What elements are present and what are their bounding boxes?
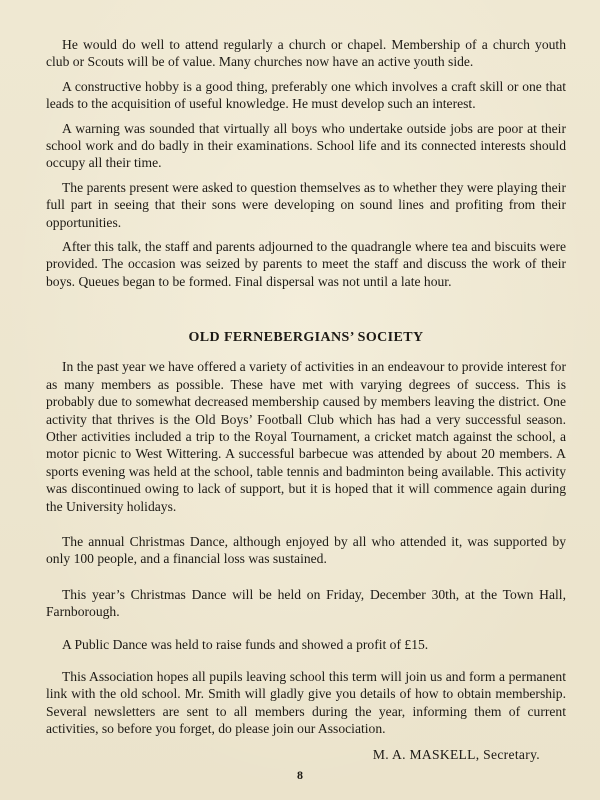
signature: M. A. MASKELL, Secretary. <box>372 746 540 762</box>
paragraph-hobby: A constructive hobby is a good thing, preferably one which involves a craft skill or one that leads to the acquisition of useful knowledge. He must develop such an interest. <box>46 78 566 112</box>
page-content <box>46 36 566 763</box>
page-number: 8 <box>297 768 303 782</box>
paragraph-church: He would do well to attend regularly a church or chapel. Membership of a church youth club or Scouts will be of value. Many churches now have an active youth side. <box>46 37 566 70</box>
paragraph-warning: A warning was sounded that virtually all boys who undertake outside jobs are poor at their school work and do badly in their examinations. School life and its connected interests should occupy all their time. <box>46 120 566 171</box>
paragraph-christmas-dance: The annual Christmas Dance, although enjoyed by all who attended it, was supported by only 100 people, and a financial loss was sustained. <box>46 533 566 567</box>
paragraph-next-dance: This year’s Christmas Dance will be held on Friday, December 30th, at the Town Hall, Farnborough. <box>46 586 566 620</box>
section-heading: OLD FERNEBERGIANS’ SOCIETY <box>188 330 424 346</box>
paragraph-after-talk: After this talk, the staff and parents adjourned to the quadrangle where tea and biscuits were provided. The occasion was seized by parents to meet the staff and discuss the work of their boys. Queues began to be formed. Final dispersal was not until a late hour. <box>46 239 566 289</box>
paragraph-parents: The parents present were asked to question themselves as to whether they were playing their full part in seeing that their sons were developing on sound lines and profiting from their opportunities. <box>46 179 566 230</box>
paragraph-public-dance: A Public Dance was held to raise funds and showed a profit of £15. <box>62 636 429 652</box>
paragraph-association: This Association hopes all pupils leaving school this term will join us and form a permanent link with the old school. Mr. Smith will gladly give you details of how to obtain membership. Several newsletters are sent to all members during the year, informing them of current activities, so before you forget, do please join our Association. <box>46 668 566 737</box>
paragraph-activities: In the past year we have offered a variety of activities in an endeavour to provide interest for as many members as possible. These have met with varying degrees of success. This is probably due to somewhat decreased membership caused by members leaving the district. One activity that thrives is the Old Boys’ Football Club which has had a very successful season. Other activities included a trip to the Royal Tournament, a cricket match against the school, a motor picnic to West Wittering. A successful barbecue was attended by about 20 members. A sports evening was held at the school, table tennis and badminton being available. This activity was discontinued owing to lack of support, but it is hoped that it will commence again during the University holidays. <box>46 359 566 514</box>
